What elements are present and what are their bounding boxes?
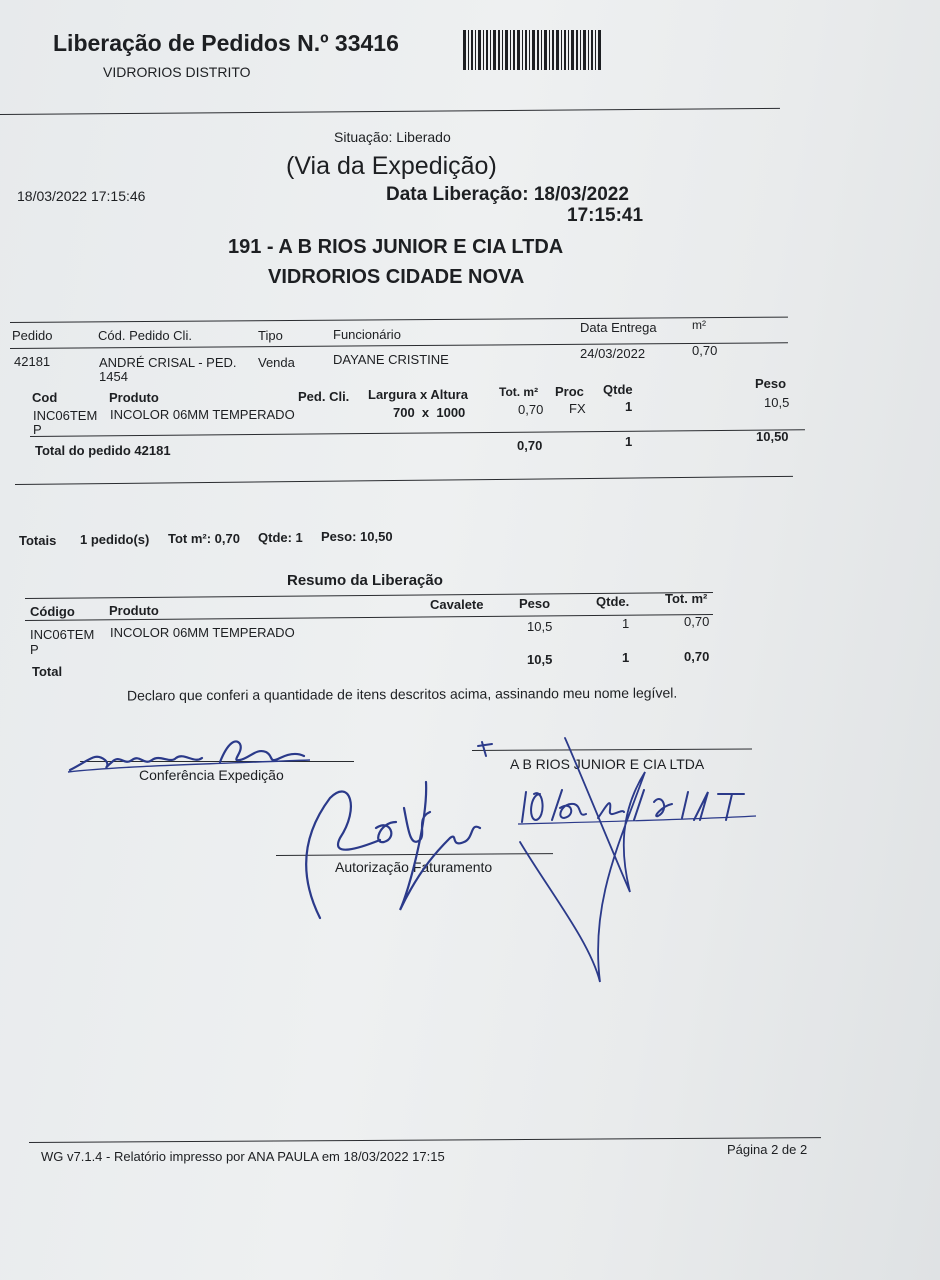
item-col-ped-cli: Ped. Cli. — [298, 389, 350, 404]
resumo-tot-m2: 0,70 — [684, 614, 710, 629]
resumo-col-produto: Produto — [109, 603, 159, 618]
resumo-col-qtde: Qtde. — [596, 594, 630, 609]
item-qtde: 1 — [625, 399, 633, 414]
item-col-tot-m2: Tot. m² — [499, 385, 539, 399]
order-total-peso: 10,50 — [756, 429, 789, 444]
order-pedido: 42181 — [14, 354, 51, 369]
totals-m2: Tot m²: 0,70 — [168, 531, 240, 546]
client-branch: VIDRORIOS CIDADE NOVA — [268, 266, 525, 288]
company-name: VIDRORIOS DISTRITO — [103, 64, 251, 80]
item-produto: INCOLOR 06MM TEMPERADO — [110, 407, 295, 422]
order-cod-cli-line1: ANDRÉ CRISAL - PED. — [99, 355, 237, 370]
declaration-text: Declaro que conferi a quantidade de itens descritos acima, assinando meu nome legível. — [126, 684, 678, 704]
order-header-rule — [10, 342, 788, 349]
resumo-total-label: Total — [32, 664, 63, 679]
resumo-col-tot-m2: Tot. m² — [665, 591, 708, 606]
order-total-label: Total do pedido 42181 — [35, 443, 171, 458]
footer-divider — [29, 1137, 821, 1143]
order-total-qtde: 1 — [625, 434, 633, 449]
item-rule — [30, 429, 805, 437]
col-pedido: Pedido — [12, 328, 53, 343]
item-cod-line2: P — [33, 422, 42, 437]
document-title: Liberação de Pedidos N.º 33416 — [53, 30, 399, 56]
resumo-total-tot-m2: 0,70 — [684, 649, 710, 664]
resumo-peso: 10,5 — [527, 619, 553, 634]
item-col-produto: Produto — [109, 390, 159, 405]
col-cod-pedido-cli: Cód. Pedido Cli. — [98, 328, 192, 343]
resumo-total-peso: 10,5 — [527, 652, 553, 667]
autorizacao-handwritten-signature — [280, 778, 500, 928]
order-funcionario: DAYANE CRISTINE — [333, 352, 449, 367]
order-tipo: Venda — [258, 355, 295, 370]
conferencia-handwritten-signature — [60, 730, 320, 780]
item-col-cod: Cod — [32, 390, 58, 405]
col-funcionario: Funcionário — [333, 327, 401, 342]
resumo-codigo-line2: P — [30, 642, 39, 657]
item-dimensoes: 700 x 1000 — [393, 405, 466, 420]
order-table-bottom-rule — [15, 476, 793, 485]
data-liberacao-time: 17:15:41 — [567, 205, 644, 226]
order-total-m2: 0,70 — [517, 438, 543, 453]
col-m2: m² — [692, 318, 706, 332]
via-label: (Via da Expedição) — [286, 152, 497, 180]
situacao-label: Situação: Liberado — [334, 129, 451, 145]
footer-page-number: Página 2 de 2 — [727, 1142, 808, 1157]
order-data-entrega: 24/03/2022 — [580, 346, 646, 361]
client-signature-label: A B RIOS JUNIOR E CIA LTDA — [510, 756, 705, 772]
totals-pedidos: 1 pedido(s) — [80, 532, 150, 547]
col-tipo: Tipo — [258, 328, 283, 343]
resumo-qtde: 1 — [622, 616, 630, 631]
col-data-entrega: Data Entrega — [580, 320, 657, 335]
autorizacao-label: Autorização Faturamento — [335, 859, 493, 875]
item-col-qtde: Qtde — [603, 382, 633, 397]
resumo-col-peso: Peso — [519, 596, 551, 611]
item-col-proc: Proc — [555, 384, 584, 399]
resumo-total-qtde: 1 — [622, 650, 630, 665]
order-table-top-rule — [10, 317, 788, 323]
resumo-title: Resumo da Liberação — [287, 572, 443, 589]
client-handwritten-signature — [470, 732, 760, 992]
order-cod-cli-line2: 1454 — [99, 369, 128, 384]
resumo-col-cavalete: Cavalete — [430, 597, 484, 612]
resumo-codigo-line1: INC06TEM — [30, 627, 95, 642]
resumo-produto: INCOLOR 06MM TEMPERADO — [110, 625, 295, 640]
footer-report-info: WG v7.1.4 - Relatório impresso por ANA PAULA em 18/03/2022 17:15 — [41, 1149, 445, 1164]
totals-label: Totais — [19, 533, 57, 548]
handwritten-date — [512, 780, 762, 830]
conferencia-label: Conferência Expedição — [139, 767, 284, 783]
item-col-largura-altura: Largura x Altura — [368, 387, 468, 402]
barcode — [463, 30, 601, 70]
client-name: 191 - A B RIOS JUNIOR E CIA LTDA — [228, 236, 564, 258]
resumo-col-codigo: Código — [30, 604, 75, 619]
totals-qtde: Qtde: 1 — [258, 530, 303, 545]
item-peso: 10,5 — [764, 395, 790, 410]
item-cod-line1: INC06TEM — [33, 408, 98, 423]
printed-timestamp: 18/03/2022 17:15:46 — [17, 188, 146, 204]
item-col-peso: Peso — [755, 376, 787, 391]
item-proc: FX — [569, 401, 586, 416]
totals-peso: Peso: 10,50 — [321, 529, 393, 544]
item-tot-m2: 0,70 — [518, 402, 544, 417]
data-liberacao: Data Liberação: 18/03/2022 — [386, 184, 629, 205]
header-divider — [0, 108, 780, 115]
order-m2: 0,70 — [692, 343, 718, 358]
